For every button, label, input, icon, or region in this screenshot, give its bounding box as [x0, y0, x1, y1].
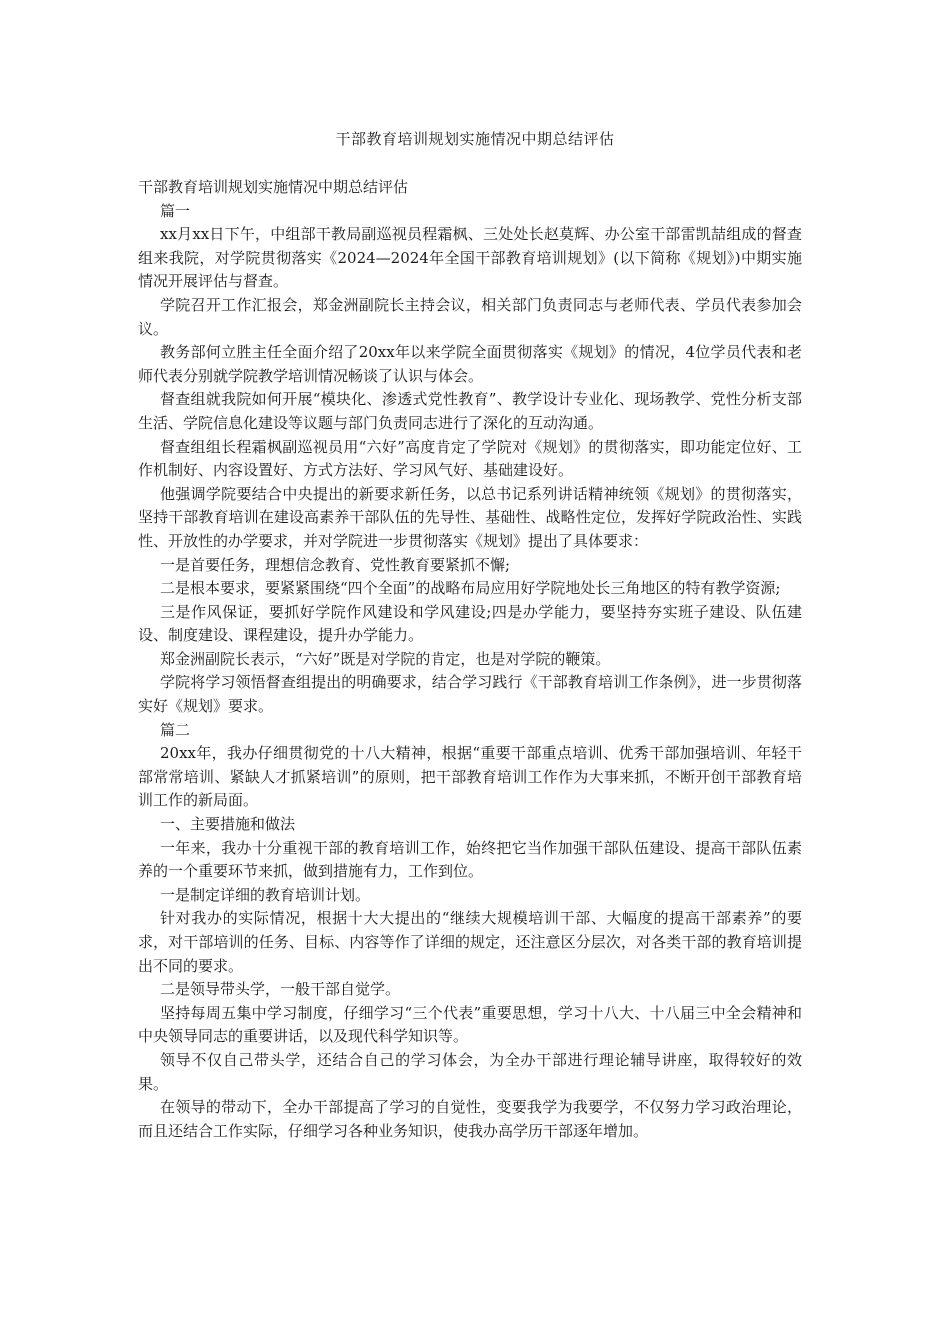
paragraph: 篇二: [160, 720, 191, 739]
paragraph: 在领导的带动下，全办干部提高了学习的自觉性，变要我学为我要学，不仅努力学习政治理论，而且还结合工作实际，仔细学习各种业务知识，使我办高学历干部逐年增加。: [138, 1098, 802, 1140]
paragraph: 三是作风保证，要抓好学院作风建设和学风建设;四是办学能力，要坚持夯实班子建设、队伍建设、制度建设、课程建设，提升办学能力。: [138, 602, 802, 645]
paragraph: 一年来，我办十分重视干部的教育培训工作，始终把它当作加强干部队伍建设、提高干部队伍素养的一个重要环节来抓，做到措施有力，工作到位。: [138, 838, 802, 881]
paragraph: 针对我办的实际情况，根据十大大提出的“继续大规模培训干部、大幅度的提高干部素养”的要求，对干部培训的任务、目标、内容等作了详细的规定，还注意区分层次，对各类干部的教育培训提出不同的要求。: [138, 909, 802, 975]
paragraph: 二是根本要求，要紧紧围绕“四个全面”的战略布局应用好学院地处长三角地区的特有教学资源;: [160, 579, 781, 598]
paragraph: 篇一: [160, 201, 191, 220]
paragraph: 教务部何立胜主任全面介绍了20xx年以来学院全面贯彻落实《规划》的情况，4位学员代表和老师代表分别就学院教学培训情况畅谈了认识与体会。: [138, 343, 802, 385]
paragraph: xx月xx日下午，中组部干教局副巡视员程霜枫、三处处长赵莫辉、办公室干部雷凯喆组成的督查组来我院，对学院贯彻落实《2024—2024年全国干部教育培训规划》(以下简称《规划》)中期实施情况开展评估与督查。: [138, 225, 802, 291]
document-body: [138, 176, 802, 1143]
paragraph: 郑金洲副院长表示，“六好”既是对学院的肯定，也是对学院的鞭策。: [160, 649, 611, 668]
paragraph: 20xx年，我办仔细贯彻党的十八大精神，根据“重要干部重点培训、优秀干部加强培训、年轻干部常常培训、紧缺人才抓紧培训”的原则，把干部教育培训工作作为大事来抓，不断开创干部教育培训工作的新局面。: [138, 744, 802, 810]
paragraph: 二是领导带头学，一般干部自觉学。: [160, 980, 401, 999]
paragraph: 一是制定详细的教育培训计划。: [160, 885, 371, 904]
paragraph: 学院召开工作汇报会，郑金洲副院长主持会议，相关部门负责同志与老师代表、学员代表参加会议。: [138, 295, 802, 338]
paragraph: 坚持每周五集中学习制度，仔细学习“三个代表”重要思想，学习十八大、十八届三中全会精神和中央领导同志的重要讲话，以及现代科学知识等。: [138, 1003, 802, 1046]
paragraph: 领导不仅自己带头学，还结合自己的学习体会，为全办干部进行理论辅导讲座，取得较好的效果。: [138, 1050, 802, 1093]
paragraph: 一、主要措施和做法: [160, 815, 296, 834]
document-subtitle: 干部教育培训规划实施情况中期总结评估: [138, 178, 409, 196]
document-title: 干部教育培训规划实施情况中期总结评估: [335, 130, 615, 148]
paragraph: 一是首要任务，理想信念教育、党性教育要紧抓不懈;: [160, 555, 511, 574]
paragraph: 督查组组长程霜枫副巡视员用“六好”高度肯定了学院对《规划》的贯彻落实，即功能定位好、工作机制好、内容设置好、方式方法好、学习风气好、基础建设好。: [138, 437, 802, 480]
paragraph: 他强调学院要结合中央提出的新要求新任务，以总书记系列讲话精神统领《规划》的贯彻落实，坚持干部教育培训在建设高素养干部队伍的先导性、基础性、战略性定位，发挥好学院政治性、实践性、开放性的办学要求，并对学院进一步贯彻落实《规划》提出了具体要求：: [138, 484, 802, 550]
paragraph: 学院将学习领悟督查组提出的明确要求，结合学习践行《干部教育培训工作条例》，进一步贯彻落实好《规划》要求。: [138, 673, 802, 716]
paragraph: 督查组就我院如何开展“模块化、渗透式党性教育”、教学设计专业化、现场教学、党性分析支部生活、学院信息化建设等议题与部门负责同志进行了深化的互动沟通。: [138, 390, 802, 432]
